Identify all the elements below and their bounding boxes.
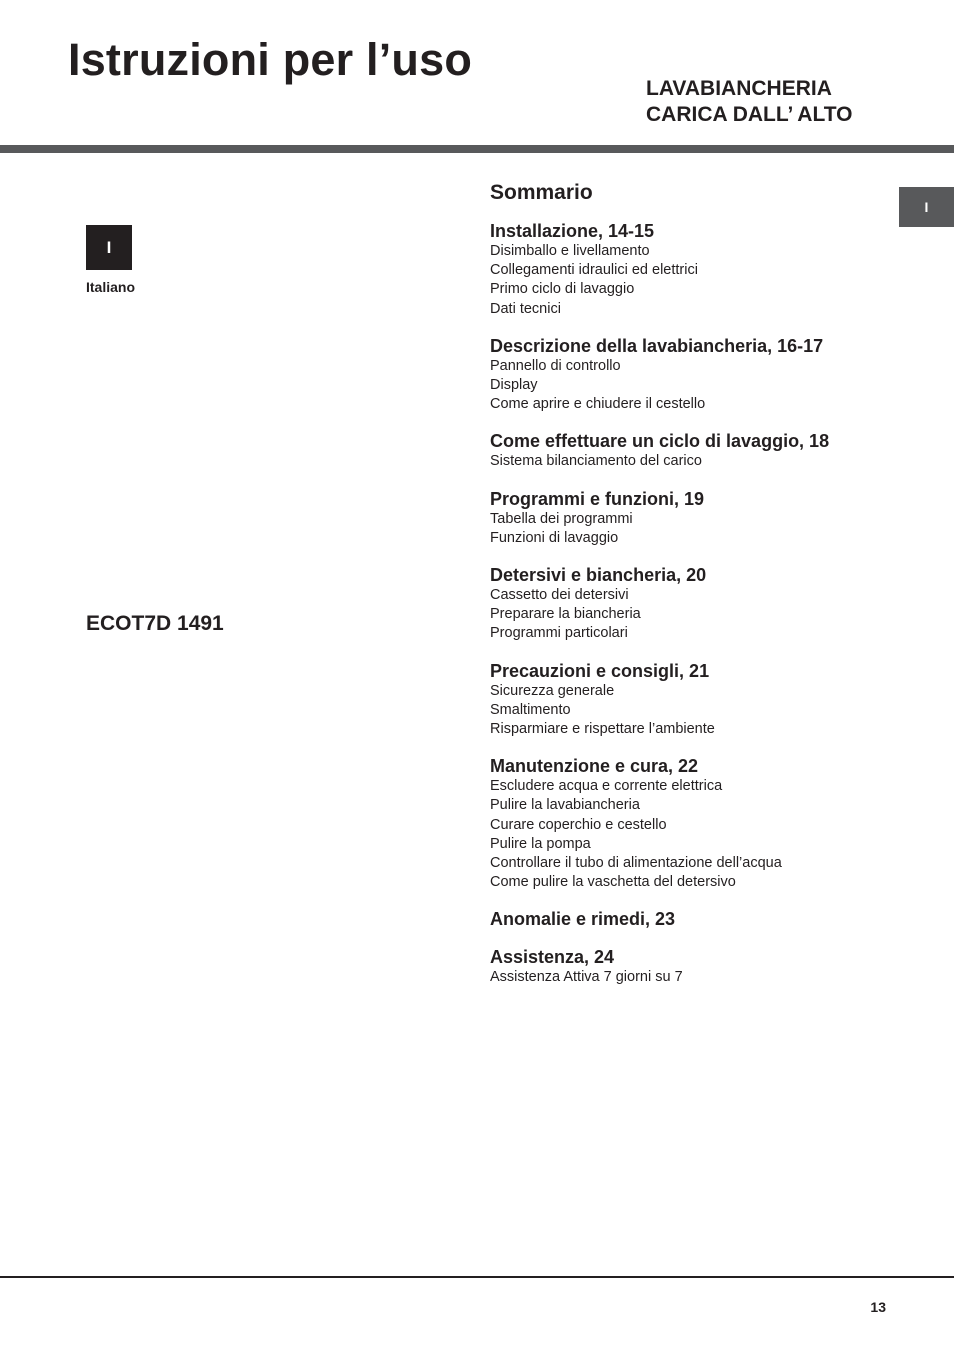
- toc-section-title: Come effettuare un ciclo di lavaggio, 18: [490, 431, 830, 452]
- toc-section: [490, 909, 910, 930]
- toc-item: Come pulire la vaschetta del detersivo: [490, 874, 736, 891]
- toc-sections: [490, 221, 910, 988]
- toc-section: [490, 947, 910, 987]
- toc-item: Cassetto dei detersivi: [490, 587, 629, 604]
- language-badge: I: [86, 225, 132, 270]
- toc-item: Pulire la lavabiancheria: [490, 797, 640, 814]
- toc-section: [490, 431, 910, 471]
- toc-item: Display: [490, 377, 538, 394]
- footer-divider: [0, 1276, 954, 1278]
- toc-item: Sistema bilanciamento del carico: [490, 453, 702, 470]
- toc-item: Assistenza Attiva 7 giorni su 7: [490, 969, 683, 986]
- toc-section-title: Descrizione della lavabiancheria, 16-17: [490, 335, 824, 356]
- toc-item: Disimballo e livellamento: [490, 243, 650, 259]
- toc-section: [490, 756, 910, 892]
- page-title: Istruzioni per l’uso: [68, 34, 473, 85]
- toc-item: Curare coperchio e cestello: [490, 816, 667, 833]
- toc-item: Escludere acqua e corrente elettrica: [490, 778, 723, 795]
- model-number: ECOT7D 1491: [86, 612, 224, 635]
- page-number: 13: [870, 1299, 886, 1315]
- toc-section: [490, 489, 910, 548]
- toc-item: Primo ciclo di lavaggio: [490, 281, 635, 298]
- toc-section-title: Precauzioni e consigli, 21: [490, 660, 710, 681]
- product-type-line-1: LAVABIANCHERIA: [646, 77, 832, 100]
- toc-item: Pannello di controllo: [490, 357, 621, 374]
- language-label: Italiano: [86, 279, 136, 295]
- toc-section-title: Assistenza, 24: [490, 947, 615, 968]
- toc-item: Preparare la biancheria: [490, 606, 641, 623]
- toc-section: [490, 336, 910, 415]
- toc-item: Come aprire e chiudere il cestello: [490, 396, 706, 413]
- toc-item: Smaltimento: [490, 701, 571, 718]
- toc-item: Tabella dei programmi: [490, 510, 633, 527]
- language-side-tab: I: [899, 187, 954, 227]
- toc-section-title: Installazione, 14-15: [490, 221, 655, 241]
- toc-item: Funzioni di lavaggio: [490, 529, 619, 546]
- toc-section-title: Manutenzione e cura, 22: [490, 756, 699, 777]
- table-of-contents: [490, 180, 910, 1005]
- toc-item: Programmi particolari: [490, 625, 628, 642]
- header-divider: [0, 145, 954, 153]
- toc-section-title: Detersivi e biancheria, 20: [490, 565, 707, 586]
- toc-section: [490, 565, 910, 644]
- toc-item: Risparmiare e rispettare l’ambiente: [490, 721, 715, 738]
- toc-section: [490, 221, 910, 319]
- toc-item: Dati tecnici: [490, 300, 561, 317]
- product-type: [646, 76, 853, 128]
- toc-heading: Sommario: [490, 181, 593, 204]
- product-type-line-2: CARICA DALL’ ALTO: [646, 103, 853, 126]
- toc-section-title: Anomalie e rimedi, 23: [490, 909, 676, 930]
- toc-item: Pulire la pompa: [490, 835, 591, 852]
- toc-item: Collegamenti idraulici ed elettrici: [490, 262, 698, 279]
- toc-section-title: Programmi e funzioni, 19: [490, 488, 705, 509]
- toc-item: Sicurezza generale: [490, 682, 615, 699]
- toc-item: Controllare il tubo di alimentazione dell’acqua: [490, 855, 782, 872]
- toc-section: [490, 661, 910, 740]
